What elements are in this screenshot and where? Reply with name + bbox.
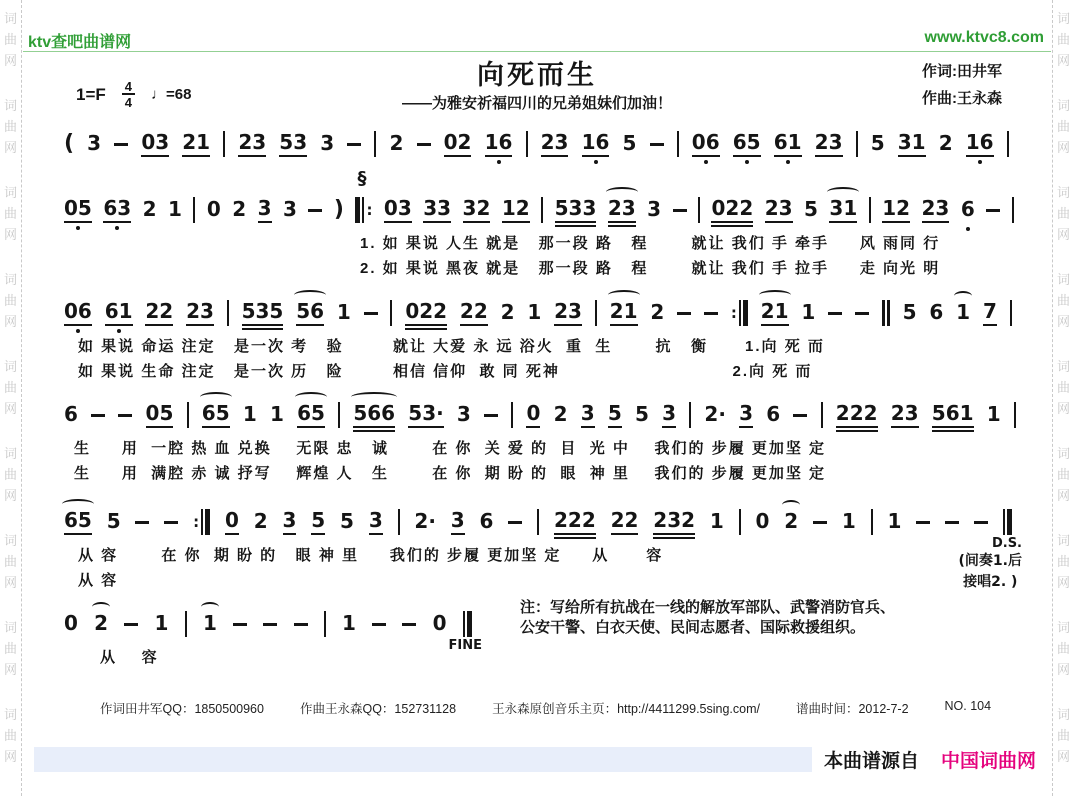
source-prefix: 本曲谱源自 (823, 750, 919, 772)
end-mark-block (449, 638, 482, 653)
note-token: 533 (555, 197, 597, 223)
dash-note (417, 143, 431, 146)
lyric-row: 从 容 在 你 期 盼 的 眼 神 里 我们的 步履 更加坚 定 从 容 (78, 547, 664, 564)
key-signature-block (76, 80, 191, 109)
note-token: 2 (94, 611, 109, 635)
note-token: 5 (608, 402, 622, 428)
note-token: 1 (801, 300, 816, 324)
note-token: 1 (342, 611, 356, 635)
dash-note (916, 521, 930, 524)
barline (1007, 131, 1009, 157)
watermark-char: 网 (3, 140, 17, 155)
watermark-char: 网 (1056, 575, 1070, 590)
watermark-char: 曲 (3, 32, 17, 47)
song-title: 向死而生 (477, 60, 597, 90)
note-token: 222 (836, 402, 878, 428)
dash-note (294, 623, 308, 626)
barline (698, 197, 700, 223)
lyricist-credit: 作词:田井军 (922, 63, 1002, 80)
note-token: 6 (479, 509, 494, 533)
note-token: 0 (225, 509, 239, 535)
note-token: 65 (297, 402, 325, 428)
watermark-char: 网 (1056, 749, 1070, 764)
dash-note (364, 312, 378, 315)
footer-item: 作词田井军QQ：1850500960 (100, 702, 264, 716)
watermark-char: 词 (1056, 446, 1070, 461)
watermark-char: 词 (1056, 272, 1070, 287)
dash-note (704, 312, 718, 315)
note-token: 2 (253, 509, 268, 533)
watermark-char: 曲 (1056, 641, 1070, 656)
watermark-char: 曲 (3, 467, 17, 482)
watermark-char: 曲 (3, 293, 17, 308)
note-token: 3 (283, 509, 297, 535)
barline (856, 131, 858, 157)
barline (869, 197, 871, 223)
note-token: 535 (242, 300, 284, 326)
barline (1012, 197, 1014, 223)
dash-note (974, 521, 988, 524)
composer-credit: 作曲:王永森 (922, 90, 1002, 107)
watermark-char: 曲 (1056, 467, 1070, 482)
notation-row (64, 295, 1012, 331)
note-token: 2 (142, 197, 157, 221)
dash-note (308, 209, 322, 212)
paren-mark: ( (64, 131, 75, 156)
dash-note (118, 414, 132, 417)
dash-note (484, 414, 498, 417)
note-token: 1 (336, 300, 351, 324)
note-token: 02 (444, 131, 472, 157)
watermark-char: 网 (3, 53, 17, 68)
note-token: 33 (423, 197, 451, 223)
watermark-char: 网 (3, 749, 17, 764)
barline (374, 131, 376, 157)
end-note-line: 接唱2. ) (963, 574, 1018, 590)
watermark-char: 词 (3, 620, 17, 635)
key-signature: 1=F (76, 84, 106, 104)
note-token: 566 (353, 402, 395, 428)
watermark-char: 词 (1056, 11, 1070, 26)
note-token: 23 (554, 300, 582, 326)
note-token: 5 (870, 131, 885, 155)
header-divider (23, 51, 1051, 52)
barline (398, 509, 400, 535)
dash-note (986, 209, 1000, 212)
note-token: 3 (739, 402, 753, 428)
watermark-char: 词 (3, 359, 17, 374)
barline (541, 197, 543, 223)
note-token: 3 (369, 509, 383, 535)
note-token: 06 (64, 300, 92, 326)
watermark-char: 词 (3, 185, 17, 200)
notation-row (64, 397, 1016, 433)
left-watermark-column (0, 0, 22, 796)
notation-row (64, 168, 1014, 228)
note-token: 2 (938, 131, 953, 155)
barline (324, 611, 326, 637)
note-token: 3 (258, 197, 272, 223)
note-token: 22 (611, 509, 639, 535)
note-token: 12 (502, 197, 530, 223)
barline (511, 402, 513, 428)
note-token: 2 (232, 197, 247, 221)
note-line: 公安干警、白衣天使、民间志愿者、国际救援组织。 (520, 619, 866, 636)
note-token: 6 (960, 197, 975, 221)
watermark-char: 词 (1056, 185, 1070, 200)
note-token: 1 (956, 300, 971, 324)
watermark-char: 网 (3, 401, 17, 416)
note-token: 0 (755, 509, 770, 533)
note-token: 6 (766, 402, 781, 426)
barline (526, 131, 528, 157)
source-site-link[interactable]: 中国词曲网 (940, 750, 1036, 772)
score-system (64, 606, 482, 667)
barline (537, 509, 539, 535)
repeat-begin-barline: : § (355, 197, 372, 223)
dash-note (114, 143, 128, 146)
note-token: 31 (898, 131, 926, 157)
note-token: 12 (882, 197, 910, 223)
note-token: 21 (761, 300, 789, 326)
watermark-char: 曲 (1056, 32, 1070, 47)
footer-item: 谱曲时间：2012-7-2 (795, 702, 909, 716)
note-token: 5 (340, 509, 354, 533)
watermark-char: 网 (1056, 227, 1070, 242)
notation-row (64, 126, 1009, 162)
note-token: 03 (141, 131, 169, 157)
barline (187, 402, 189, 428)
note-token: 2 (553, 402, 568, 426)
watermark-group (4, 182, 17, 245)
note-token: 3 (451, 509, 465, 535)
dash-note (828, 312, 842, 315)
notation-row (64, 606, 482, 653)
footer-credits (100, 699, 991, 717)
repeat-end-barline: : (731, 300, 748, 326)
note-token: 16 (582, 131, 610, 157)
note-token: 222 (554, 509, 596, 535)
barline (871, 509, 873, 535)
note-token: 65 (64, 509, 92, 535)
watermark-group (1057, 443, 1070, 506)
note-token: 21 (182, 131, 210, 157)
watermark-group (1057, 530, 1070, 593)
right-watermark-column (1052, 0, 1074, 796)
note-token: 23 (186, 300, 214, 326)
note-token: 05 (146, 402, 174, 428)
watermark-char: 网 (1056, 53, 1070, 68)
watermark-char: 曲 (3, 206, 17, 221)
note-token: 3 (283, 197, 297, 221)
barline (739, 509, 741, 535)
note-token: 03 (384, 197, 412, 223)
note-token: 5 (804, 197, 818, 221)
watermark-char: 词 (3, 707, 17, 722)
repeat-end-barline: : (193, 509, 210, 535)
barline (193, 197, 195, 223)
note-token: 1 (168, 197, 182, 221)
dash-note (650, 143, 664, 146)
end-mark-label: FINE (448, 638, 482, 653)
note-token: 2 (784, 509, 799, 533)
note-token: 0 (206, 197, 221, 221)
lyric-row: 生 用 满腔 赤 诚 抒写 辉煌 人 生 在 你 期 盼 的 眼 神 里 我们的 步履 更加坚 定 (74, 465, 827, 482)
dash-note (263, 623, 277, 626)
note-token: 2 (650, 300, 665, 324)
watermark-char: 词 (3, 98, 17, 113)
watermark-group (1057, 704, 1070, 767)
score-system (64, 126, 1009, 162)
watermark-char: 词 (1056, 707, 1070, 722)
watermark-group (1057, 356, 1070, 419)
watermark-group (1057, 182, 1070, 245)
note-token: 23 (922, 197, 950, 223)
watermark-char: 词 (1056, 98, 1070, 113)
barline (1010, 300, 1012, 326)
note-token: 63 (103, 197, 131, 223)
lyric-row: 生 用 一腔 热 血 兑换 无限 忠 诚 在 你 关 爱 的 目 光 中 我们的 步履 更加坚 定 (74, 440, 827, 457)
note-token: 16 (966, 131, 994, 157)
watermark-char: 网 (3, 227, 17, 242)
paren-mark: ) (333, 197, 344, 222)
site-url-link[interactable]: www.ktvc8.com (924, 29, 1044, 46)
dash-note (855, 312, 869, 315)
double-barline (882, 300, 890, 326)
dash-note (135, 521, 149, 524)
watermark-char: 曲 (3, 380, 17, 395)
watermark-char: 网 (3, 575, 17, 590)
footer-item: 作曲王永森QQ：152731128 (299, 702, 457, 716)
watermark-char: 曲 (3, 554, 17, 569)
note-token: 05 (64, 197, 92, 223)
end-mark-label: D.S. (991, 536, 1022, 551)
note-token: 2 (389, 131, 404, 155)
watermark-char: 网 (1056, 140, 1070, 155)
lyric-row: 如 果说 生命 注定 是一次 历 险 相信 信仰 敢 同 死神 2.向 死 而 (78, 363, 813, 380)
note-token: 6 (64, 402, 78, 426)
watermark-char: 网 (3, 662, 17, 677)
watermark-group (4, 617, 17, 680)
dash-note (793, 414, 807, 417)
footer-item: NO. 104 (944, 699, 992, 713)
footer-item: 王永森原创音乐主页：http://4411299.5sing.com/ (492, 702, 760, 716)
note-token: 23 (891, 402, 919, 428)
note-token: 2· (704, 402, 726, 426)
end-note-line: (间奏1.后 (958, 553, 1022, 569)
note-token: 022 (711, 197, 753, 223)
note-token: 5 (634, 402, 649, 426)
watermark-char: 网 (1056, 488, 1070, 503)
barline (821, 402, 823, 428)
end-mark-block (959, 536, 1022, 593)
watermark-char: 网 (1056, 314, 1070, 329)
dash-note (233, 623, 247, 626)
lyric-row: 从 容 (100, 649, 159, 666)
watermark-char: 网 (1056, 662, 1070, 677)
note-token: 232 (653, 509, 695, 535)
note-token: 3 (320, 131, 335, 155)
note-token: 53· (408, 402, 443, 428)
note-token: 23 (815, 131, 843, 157)
time-signature-numerator: 4 (124, 79, 133, 94)
note-token: 06 (692, 131, 720, 157)
time-signature-denominator: 4 (122, 93, 135, 109)
note-token: 2 (500, 300, 515, 324)
watermark-char: 曲 (1056, 554, 1070, 569)
note-token: 56 (296, 300, 324, 326)
watermark-char: 网 (3, 488, 17, 503)
note-token: 3 (87, 131, 102, 155)
barline (677, 131, 679, 157)
note-token: 7 (983, 300, 997, 326)
watermark-char: 曲 (3, 119, 17, 134)
dash-note (673, 209, 687, 212)
watermark-group (4, 530, 17, 593)
note-token: 3 (662, 402, 676, 428)
note-token: 1 (841, 509, 856, 533)
score-system (64, 168, 1014, 278)
note-token: 31 (829, 197, 857, 223)
watermark-char: 曲 (1056, 293, 1070, 308)
watermark-group (1057, 617, 1070, 680)
watermark-char: 词 (1056, 359, 1070, 374)
note-token: 1 (527, 300, 542, 324)
note-token: 1 (202, 611, 217, 635)
barline (595, 300, 597, 326)
watermark-char: 曲 (1056, 206, 1070, 221)
barline (1014, 402, 1016, 428)
dash-note (402, 623, 416, 626)
watermark-char: 曲 (3, 728, 17, 743)
note-token: 1 (242, 402, 257, 426)
watermark-char: 网 (3, 314, 17, 329)
watermark-group (4, 704, 17, 767)
site-name-link[interactable]: ktv查吧曲谱网 (28, 34, 132, 51)
note-token: 0 (432, 611, 447, 635)
note-token: 16 (485, 131, 513, 157)
note-token: 65 (202, 402, 230, 428)
note-token: 3 (581, 402, 595, 428)
note-token: 22 (460, 300, 488, 326)
final-barline (463, 611, 472, 637)
score-system (64, 504, 1022, 590)
watermark-char: 曲 (1056, 119, 1070, 134)
note-token: 65 (733, 131, 761, 157)
dedication-note (520, 598, 990, 638)
dash-note (164, 521, 178, 524)
note-token: 1 (269, 402, 284, 426)
note-token: 32 (463, 197, 491, 223)
note-token: 5 (311, 509, 325, 535)
note-token: 23 (765, 197, 793, 223)
note-token: 1 (709, 509, 724, 533)
note-token: 2· (414, 509, 436, 533)
credits (922, 58, 1002, 112)
barline (689, 402, 691, 428)
note-token: 5 (622, 131, 637, 155)
dash-note (945, 521, 959, 524)
barline (185, 611, 187, 637)
watermark-group (4, 356, 17, 419)
dash-note (91, 414, 105, 417)
note-token: 5 (902, 300, 917, 324)
note-token: 0 (64, 611, 78, 635)
source-label (812, 742, 1048, 776)
song-dedication: ——为雅安祈福四川的兄弟姐妹们加油！ (401, 95, 672, 112)
note-token: 3 (456, 402, 471, 426)
note-token: 3 (647, 197, 662, 221)
note-token: 6 (929, 300, 944, 324)
dash-note (347, 143, 361, 146)
barline (227, 300, 229, 326)
score-system (64, 397, 1016, 483)
note-token: 61 (105, 300, 133, 326)
note-token: 022 (405, 300, 447, 326)
note-token: 561 (932, 402, 974, 428)
dash-note (677, 312, 691, 315)
note-token: 23 (608, 197, 636, 223)
watermark-group (1057, 269, 1070, 332)
barline (338, 402, 340, 428)
note-token: 61 (774, 131, 802, 157)
dash-note (813, 521, 827, 524)
watermark-char: 词 (3, 533, 17, 548)
watermark-char: 曲 (1056, 380, 1070, 395)
note-token: 1 (154, 611, 169, 635)
lyric-row: 2. 如 果说 黑夜 就是 那一段 路 程 就让 我们 手 拉手 走 向光 明 (360, 260, 941, 277)
watermark-char: 词 (1056, 620, 1070, 635)
watermark-group (4, 269, 17, 332)
dash-note (372, 623, 386, 626)
segno-icon: § (357, 168, 367, 189)
barline (223, 131, 225, 157)
lyric-row: 如 果说 命运 注定 是一次 考 验 就让 大爱 永 远 浴火 重 生 抗 衡 1.向 死 而 (78, 338, 825, 355)
note-token: 5 (106, 509, 121, 533)
watermark-char: 网 (1056, 401, 1070, 416)
watermark-char: 词 (3, 11, 17, 26)
note-token: 21 (610, 300, 638, 326)
lyric-row: 1. 如 果说 人生 就是 那一段 路 程 就让 我们 手 牵手 风 雨同 行 (360, 235, 941, 252)
barline (390, 300, 392, 326)
note-token: 53 (279, 131, 307, 157)
note-token: 1 (887, 509, 902, 533)
watermark-char: 曲 (1056, 728, 1070, 743)
watermark-char: 词 (3, 446, 17, 461)
dash-note (124, 623, 138, 626)
watermark-char: 词 (1056, 533, 1070, 548)
time-signature (122, 80, 135, 109)
note-line: 注：写给所有抗战在一线的解放军部队、武警消防官兵、 (520, 599, 896, 616)
lyric-row: 从 容 (78, 572, 119, 589)
note-token: 23 (541, 131, 569, 157)
note-token: 23 (238, 131, 266, 157)
dash-note (508, 521, 522, 524)
score-system (64, 295, 1012, 381)
note-token: 0 (526, 402, 540, 428)
note-token: 1 (986, 402, 1001, 426)
watermark-char: 曲 (3, 641, 17, 656)
note-token: 22 (145, 300, 173, 326)
tempo-marking: ♩=68 (151, 86, 192, 103)
final-barline (1003, 509, 1012, 535)
watermark-char: 词 (3, 272, 17, 287)
watermark-group (4, 443, 17, 506)
